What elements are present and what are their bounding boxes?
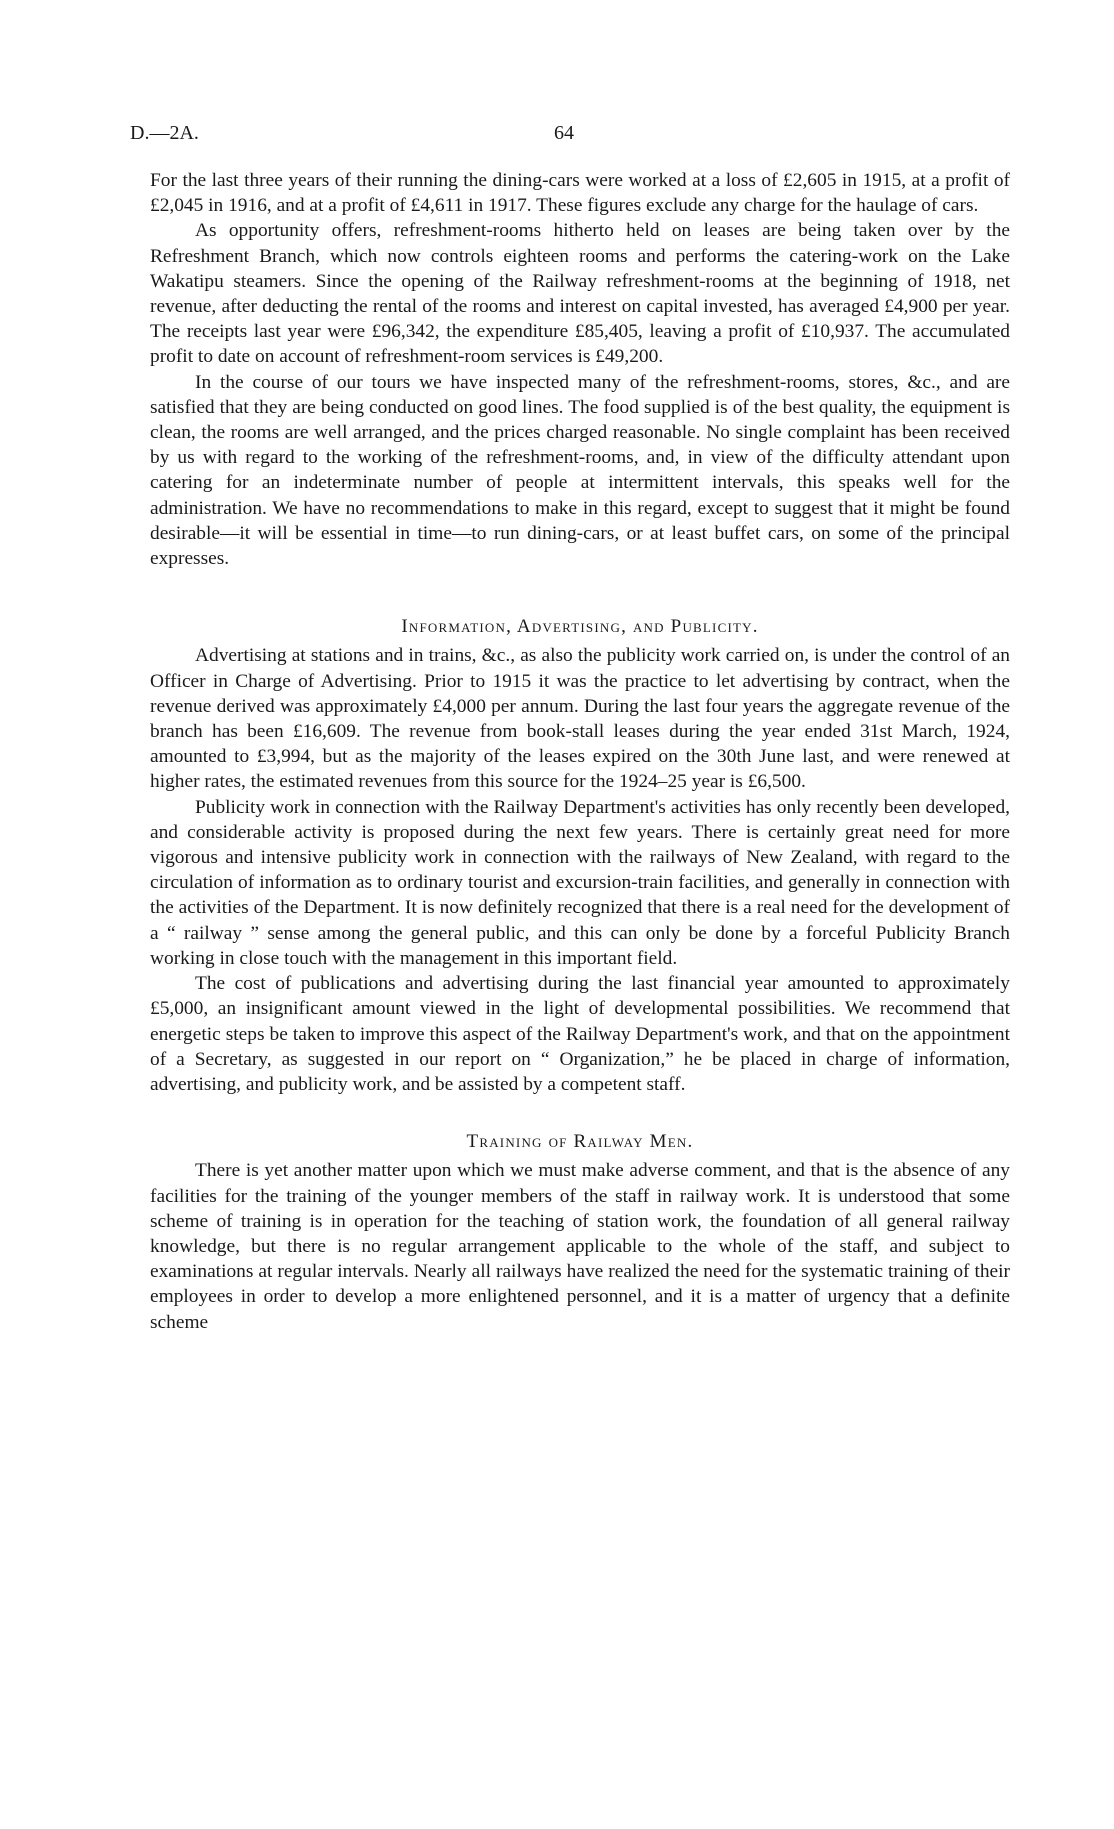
- paragraph: In the course of our tours we have inspected many of the refreshment-rooms, stores, &c., and are satisfied that they are being conducted on good lines. The food supplied is of the best quality, the equipment is clean, the rooms are well arranged, and the prices charged reasonable. No single complaint has been received by us with regard to the working of the refreshment-rooms, and, in view of the difficulty attendant upon catering for an indeterminate number of people at intermittent intervals, this speaks well for the administration. We have no recommendations to make in this regard, except to suggest that it might be found desirable—it will be essential in time—to run dining-cars, or at least buffet cars, on some of the principal expresses.: [150, 371, 1010, 570]
- document-code: D.—2A.: [130, 122, 199, 144]
- paragraph: As opportunity offers, refreshment-rooms hitherto held on leases are being taken over by the Refreshment Branch, which now controls eighteen rooms and performs the catering-work on the Lake Wakatipu steamers. Since the opening of the Railway refreshment-rooms at the beginning of 1918, net revenue, after deducting the rental of the rooms and interest on capital invested, has averaged £4,900 per year. The receipts last year were £96,342, the expenditure £85,405, leaving a profit of £10,937. The accumulated profit to date on account of refreshment-room services is £49,200.: [150, 220, 1010, 368]
- paragraph: Advertising at stations and in trains, &c., as also the publicity work carried on, is under the control of an Officer in Charge of Advertising. Prior to 1915 it was the practice to let advertising by contract, when the revenue derived was approximately £4,000 per annum. During the last four years the aggregate revenue of the branch has been £16,609. The revenue from book-stall leases during the year ended 31st March, 1924, amounted to £3,994, but as the majority of the leases expired on the 30th June last, and were renewed at higher rates, the estimated revenues from this source for the 1924–25 year is £6,500.: [150, 645, 1010, 793]
- paragraph: Publicity work in connection with the Railway Department's activities has only recently been developed, and considerable activity is proposed during the next few years. There is certainly great need for more vigorous and intensive publicity work in connection with the railways of New Zealand, with regard to the circulation of information as to ordinary tourist and excursion-train facilities, and generally in connection with the activities of the Department. It is now definitely recognized that there is a real need for the development of a “ railway ” sense among the general public, and this can only be done by a forceful Publicity Branch working in close touch with the management in this important field.: [150, 796, 1010, 969]
- page-number: 64: [554, 122, 574, 144]
- paragraph: There is yet another matter upon which we must make adverse comment, and that is the absence of any facilities for the training of the younger members of the staff in railway work. It is understood that some scheme of training is in operation for the teaching of station work, the foundation of all general railway knowledge, but there is no regular arrangement applicable to the whole of the staff, and subject to examinations at regular intervals. Nearly all railways have realized the need for the systematic training of their employees in order to develop a more enlightened personnel, and it is a matter of urgency that a definite scheme: [150, 1160, 1010, 1333]
- paragraph: For the last three years of their running the dining-cars were worked at a loss of £2,605 in 1915, at a profit of £2,045 in 1916, and at a profit of £4,611 in 1917. These figures exclude any charge for the haulage of cars.: [150, 170, 1010, 217]
- paragraph: The cost of publications and advertising during the last financial year amounted to approximately £5,000, an insignificant amount viewed in the light of developmental possibilities. We recommend that energetic steps be taken to improve this aspect of the Railway Department's work, and that on the appointment of a Secretary, as suggested in our report on “ Organization,” he be placed in charge of information, advertising, and publicity work, and be assisted by a competent staff.: [150, 973, 1010, 1095]
- page-header: [130, 122, 1010, 152]
- section-heading-information: Information, Advertising, and Publicity.: [401, 616, 759, 638]
- body-text: [150, 168, 1010, 1335]
- section-heading-training: Training of Railway Men.: [466, 1131, 694, 1153]
